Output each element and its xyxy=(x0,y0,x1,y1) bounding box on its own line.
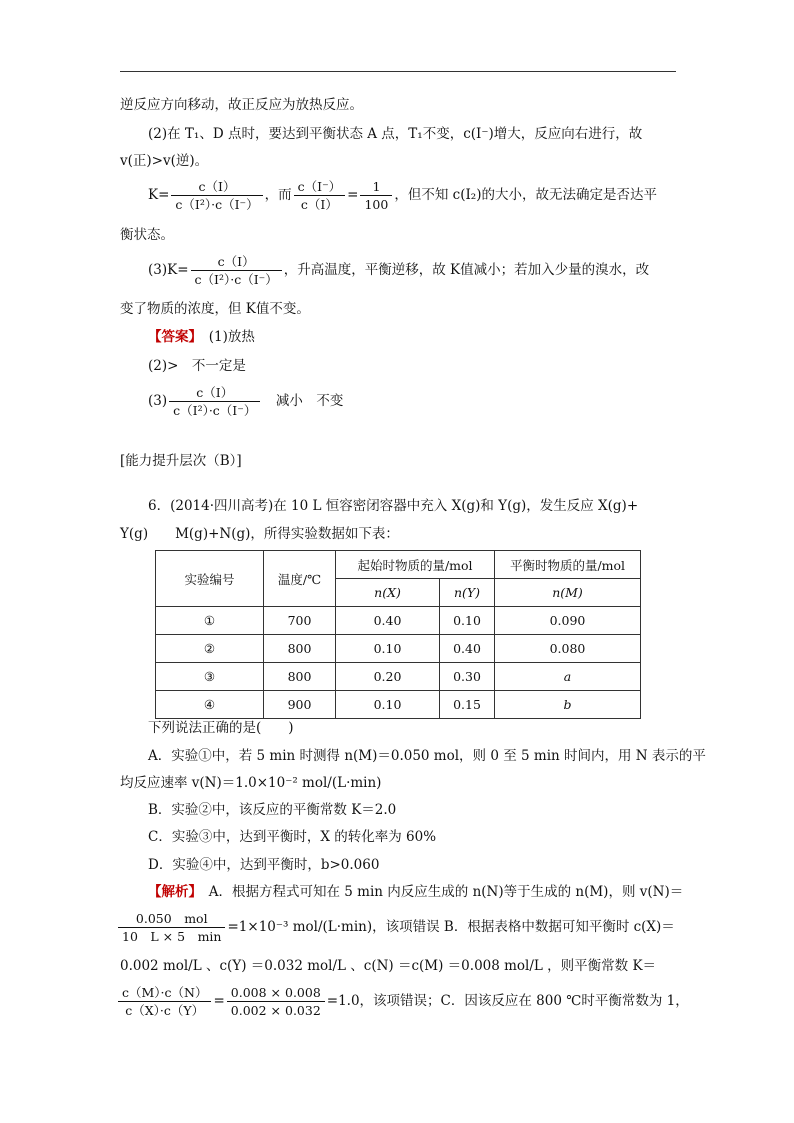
text-line: (2)在 T₁、D 点时，要达到平衡状态 A 点，T₁不变，c(I⁻)增大，反应向右进行，故 xyxy=(148,126,643,142)
answer-tag: 【答案】 xyxy=(148,329,196,345)
fraction: $\frac{\text{0.050 mol}}{10 L \times 5 \min}$ xyxy=(118,910,225,945)
fraction: $\frac{1}{100}$ xyxy=(360,178,392,213)
analysis-line: 0.002 mol/L 、c(Y) ＝0.032 mol/L 、c(N) ＝c(M) ＝0.008 mol/L ，则平衡常数 K＝ xyxy=(120,958,657,974)
answer-line: (3) $\frac{c(I)}{\text{c（I²）·c（I⁻）}}$ 减小 不变 xyxy=(148,385,344,418)
table-cell: 800 xyxy=(264,663,336,691)
table-cell: 0.10 xyxy=(336,635,440,663)
analysis-line: $\frac{\text{0.050 mol}}{10 L \times 5 \min}$ =1×10⁻³ mol/(L·min)，该项错误 B．根据表格中数据可知平衡时 c(X)＝ xyxy=(116,910,675,945)
table-header: 平衡时物质的量/mol xyxy=(495,551,641,579)
table-cell: ③ xyxy=(156,663,264,691)
table-header: 起始时物质的量/mol xyxy=(336,551,495,579)
table-row xyxy=(156,691,641,719)
question-line: 6．(2014·四川高考)在 10 L 恒容密闭容器中充入 X(g)和 Y(g)，发生反应 X(g)+ xyxy=(148,498,639,514)
question-line: Y(g) M(g)+N(g)，所得实验数据如下表： xyxy=(120,526,399,542)
table-header-row xyxy=(156,551,641,579)
fraction: $\frac{c(I^-)}{c(I)}$ xyxy=(294,178,346,213)
text-line: v(正)>v(逆)。 xyxy=(120,153,209,169)
option-b: B．实验②中，该反应的平衡常数 K＝2.0 xyxy=(148,802,397,818)
table-cell: 0.30 xyxy=(440,663,495,691)
table-row xyxy=(156,635,641,663)
table-header: n(Y) xyxy=(440,579,495,607)
table-cell: b xyxy=(495,691,641,719)
option-c: C．实验③中，达到平衡时，X 的转化率为 60% xyxy=(148,829,437,845)
section-heading: [能力提升层次（B）] xyxy=(120,453,242,469)
table-cell: 0.090 xyxy=(495,607,641,635)
text-line: 衡状态。 xyxy=(120,227,174,243)
table-cell: ① xyxy=(156,607,264,635)
table-cell: 0.40 xyxy=(336,607,440,635)
part3-line: (3)K= $\frac{c(I)}{\text{c（I²）·c（I⁻）}}$ ，升高温度，平衡逆移，故 K值减小；若加入少量的溴水，改 xyxy=(148,254,650,287)
fraction: $\frac{c(I)}{\text{c（I²）·c（I⁻）}}$ xyxy=(171,178,262,213)
option-a: A．实验①中，若 5 min 时测得 n(M)＝0.050 mol，则 0 至 5 min 时间内，用 N 表示的平 xyxy=(148,748,706,764)
table-row xyxy=(156,607,641,635)
table-cell: 0.40 xyxy=(440,635,495,663)
table-cell: 900 xyxy=(264,691,336,719)
question-prompt: 下列说法正确的是( ) xyxy=(148,720,294,736)
table-header: 实验编号 xyxy=(156,551,264,607)
table-header: n(X) xyxy=(336,579,440,607)
text-line: 变了物质的浓度，但 K值不变。 xyxy=(120,301,310,317)
equilibrium-constant-line: K= $\frac{c(I)}{\text{c（I²）·c（I⁻）}}$ ，而 $\frac{c(I^-)}{c(I)}$ = $\frac{1}{100}$ ，但不知 c(I₂)的大小，故无法确定是否达平 xyxy=(148,179,657,212)
table-cell: 0.10 xyxy=(336,691,440,719)
analysis-line: $\frac{c(M)\cdot c(N)}{c(X)\cdot c(Y)}$ = $\frac{0.008 \times 0.008}{0.002 \times 0.032}$ =1.0，该项错误；C．因该反应在 800 ℃时平衡常数为 1， xyxy=(116,984,689,1019)
answer-line: 【答案】 (1)放热 xyxy=(148,329,255,345)
fraction: $\frac{0.008 \times 0.008}{0.002 \times 0.032}$ xyxy=(227,984,325,1019)
experiment-data-table xyxy=(155,550,641,719)
table-cell: a xyxy=(495,663,641,691)
table-cell: ② xyxy=(156,635,264,663)
option-d: D．实验④中，达到平衡时，b>0.060 xyxy=(148,857,380,873)
table-cell: 0.15 xyxy=(440,691,495,719)
table-header: n(M) xyxy=(495,579,641,607)
answer-line: (2)> 不一定是 xyxy=(148,358,246,374)
fraction: $\frac{c(I)}{\text{c（I²）·c（I⁻）}}$ xyxy=(191,253,282,288)
fraction: $\frac{c(I)}{\text{c（I²）·c（I⁻）}}$ xyxy=(169,384,260,419)
table-cell: 0.20 xyxy=(336,663,440,691)
option-a-cont: 均反应速率 v(N)＝1.0×10⁻² mol/(L·min) xyxy=(120,775,382,791)
analysis-tag: 【解析】 xyxy=(148,884,196,900)
table-cell: ④ xyxy=(156,691,264,719)
table-cell: 0.10 xyxy=(440,607,495,635)
table-cell: 0.080 xyxy=(495,635,641,663)
table-cell: 700 xyxy=(264,607,336,635)
text-line: 逆反应方向移动，故正反应为放热反应。 xyxy=(120,97,363,113)
table-header: 温度/℃ xyxy=(264,551,336,607)
table-row xyxy=(156,663,641,691)
analysis-line: 【解析】 A．根据方程式可知在 5 min 内反应生成的 n(N)等于生成的 n(M)，则 v(N)＝ xyxy=(148,884,684,900)
header-rule xyxy=(120,71,676,72)
fraction: $\frac{c(M)\cdot c(N)}{c(X)\cdot c(Y)}$ xyxy=(118,984,211,1019)
table-cell: 800 xyxy=(264,635,336,663)
